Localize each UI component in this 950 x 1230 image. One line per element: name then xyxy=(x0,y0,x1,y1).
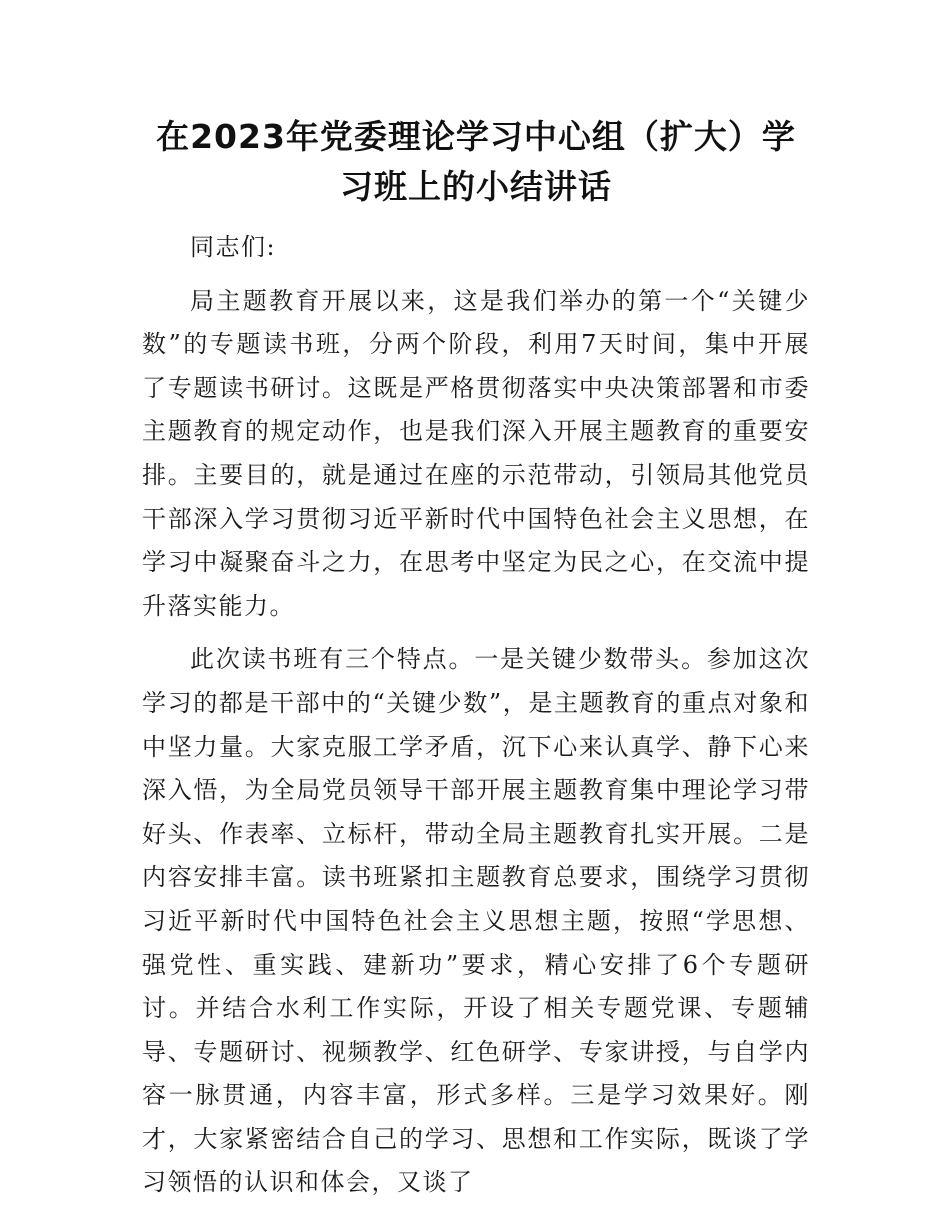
body-paragraph-1: 局主题教育开展以来，这是我们举办的第一个“关键少数”的专题读书班，分两个阶段，利用7天时间，集中开展了专题读书研讨。这既是严格贯彻落实中央决策部署和市委主题教育的规定动作，也是我们深入开展主题教育的重要安排。主要目的，就是通过在座的示范带动，引领局其他党员干部深入学习贯彻习近平新时代中国特色社会主义思想，在学习中凝聚奋斗之力，在思考中坚定为民之心，在交流中提升落实能力。 xyxy=(142,286,810,620)
body-paragraph-2: 此次读书班有三个特点。一是关键少数带头。参加这次学习的都是干部中的“关键少数”，是主题教育的重点对象和中坚力量。大家克服工学矛盾，沉下心来认真学、静下心来深入悟，为全局党员领导干部开展主题教育集中理论学习带好头、作表率、立标杆，带动全局主题教育扎实开展。二是内容安排丰富。读书班紧扣主题教育总要求，围绕学习贯彻习近平新时代中国特色社会主义思想主题，按照“学思想、强党性、重实践、建新功”要求，精心安排了6个专题研讨。并结合水利工作实际，开设了相关专题党课、专题辅导、专题研讨、视频教学、红色研学、专家讲授，与自学内容一脉贯通，内容丰富，形式多样。三是学习效果好。刚才，大家紧密结合自己的学习、思想和工作实际，既谈了学习领悟的认识和体会，又谈了 xyxy=(142,645,810,1197)
salutation: 同志们: xyxy=(190,233,277,261)
document-title: 在2023年党委理论学习中心组（扩大）学习班上的小结讲话 xyxy=(156,117,796,206)
document-page xyxy=(142,112,810,1205)
